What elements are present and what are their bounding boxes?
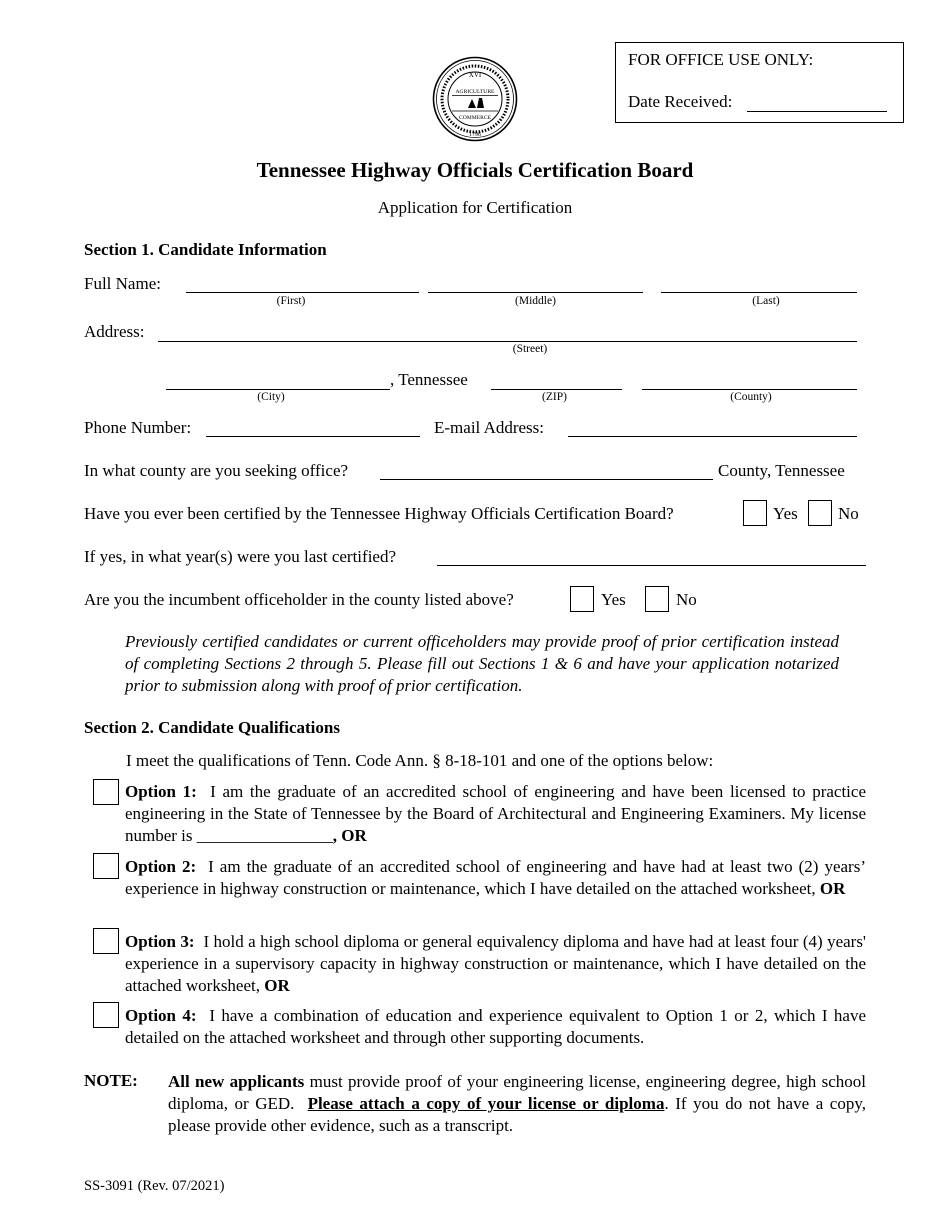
email-field[interactable] <box>568 436 857 437</box>
note-label: NOTE: <box>84 1071 138 1090</box>
incumbent-yes-checkbox[interactable] <box>570 586 594 612</box>
county-suffix: County, Tennessee <box>718 461 845 480</box>
page-subtitle: Application for Certification <box>377 198 573 217</box>
county-seeking-field[interactable] <box>380 479 713 480</box>
full-name-label: Full Name: <box>84 274 161 293</box>
section1-heading: Section 1. Candidate Information <box>84 240 327 259</box>
license-number-field[interactable]: ________________ <box>196 826 333 845</box>
option4-label: Option 4: <box>125 1006 197 1025</box>
certified-question: Have you ever been certified by the Tennessee Highway Officials Certification Board? <box>84 504 674 523</box>
office-use-title: FOR OFFICE USE ONLY: <box>628 50 814 69</box>
seal-commerce: COMMERCE <box>458 115 492 121</box>
city-field[interactable] <box>166 389 390 390</box>
option3-label: Option 3: <box>125 932 195 951</box>
phone-label: Phone Number: <box>84 418 192 437</box>
year-field[interactable] <box>437 565 866 566</box>
seal-icon <box>432 56 518 142</box>
section2-intro: I meet the qualifications of Tenn. Code Ann. § 8-18-101 and one of the options below: <box>126 751 714 770</box>
certified-yes-checkbox[interactable] <box>743 500 767 526</box>
certified-yes-label: Yes <box>773 504 798 523</box>
form-id: SS-3091 (Rev. 07/2021) <box>84 1178 225 1194</box>
last-name-field[interactable] <box>661 292 857 293</box>
section2-heading: Section 2. Candidate Qualifications <box>84 718 340 737</box>
option4-checkbox[interactable] <box>93 1002 119 1028</box>
email-label: E-mail Address: <box>434 418 545 437</box>
prior-certification-note: Previously certified candidates or current officeholders may provide proof of prior certification instead of completing Sections 2 through 5. Please fill out Sections 1 & 6 and have your application notarized prior to submission along with proof of prior certification. <box>125 632 839 695</box>
seal-agriculture: AGRICULTURE <box>455 89 495 95</box>
certified-no-checkbox[interactable] <box>808 500 832 526</box>
option3-text: Option 3: I hold a high school diploma or general equivalency diploma and have had at least four (4) years' experience in a supervisory capacity in highway construction or maintenance, which I have detailed on the attached worksheet, OR <box>125 932 866 995</box>
option2-label: Option 2: <box>125 857 197 876</box>
note-text: All new applicants must provide proof of your engineering license, engineering degree, high school diploma, or GED. Please attach a copy of your license or diploma. If you do not have a copy, please provide other evidence, such as a transcript. <box>168 1072 867 1135</box>
tennessee-label: , Tennessee <box>390 370 468 389</box>
option1-text: Option 1: I am the graduate of an accredited school of engineering and have been licensed to practice engineering in the State of Tennessee by the Board of Architectural and Engineering Examiners. My license number is ________________, OR <box>125 782 866 845</box>
county-caption: (County) <box>730 391 772 403</box>
seal-roman: XVI <box>468 71 482 79</box>
street-caption: (Street) <box>512 343 548 355</box>
state-seal <box>432 56 518 142</box>
office-use-box <box>615 42 904 123</box>
address-label: Address: <box>84 322 145 341</box>
page-title: Tennessee Highway Officials Certification Board <box>256 158 694 182</box>
county-field[interactable] <box>642 389 857 390</box>
date-received-field[interactable] <box>747 111 887 112</box>
last-caption: (Last) <box>752 295 780 307</box>
incumbent-no-checkbox[interactable] <box>645 586 669 612</box>
incumbent-question: Are you the incumbent officeholder in the county listed above? <box>84 590 514 609</box>
option4-text: Option 4: I have a combination of education and experience equivalent to Option 1 or 2, which I have detailed on the attached worksheet and through other supporting documents. <box>125 1006 866 1047</box>
zip-caption: (ZIP) <box>542 391 567 403</box>
first-caption: (First) <box>276 295 306 307</box>
seal-year: 1796 <box>469 132 481 138</box>
option2-text: Option 2: I am the graduate of an accredited school of engineering and have had at least two (2) years’ experience in highway construction or maintenance, which I have detailed on the attached worksheet, OR <box>125 857 866 898</box>
zip-field[interactable] <box>491 389 622 390</box>
middle-name-field[interactable] <box>428 292 643 293</box>
option2-checkbox[interactable] <box>93 853 119 879</box>
middle-caption: (Middle) <box>515 295 556 307</box>
incumbent-no-label: No <box>676 590 697 609</box>
certified-no-label: No <box>838 504 859 523</box>
option1-checkbox[interactable] <box>93 779 119 805</box>
date-received-label: Date Received: <box>628 92 733 111</box>
year-question: If yes, in what year(s) were you last certified? <box>84 547 397 566</box>
option1-label: Option 1: <box>125 782 197 801</box>
option3-checkbox[interactable] <box>93 928 119 954</box>
city-caption: (City) <box>257 391 285 403</box>
street-field[interactable] <box>158 341 857 342</box>
county-question: In what county are you seeking office? <box>84 461 349 480</box>
incumbent-yes-label: Yes <box>601 590 626 609</box>
phone-field[interactable] <box>206 436 420 437</box>
first-name-field[interactable] <box>186 292 419 293</box>
